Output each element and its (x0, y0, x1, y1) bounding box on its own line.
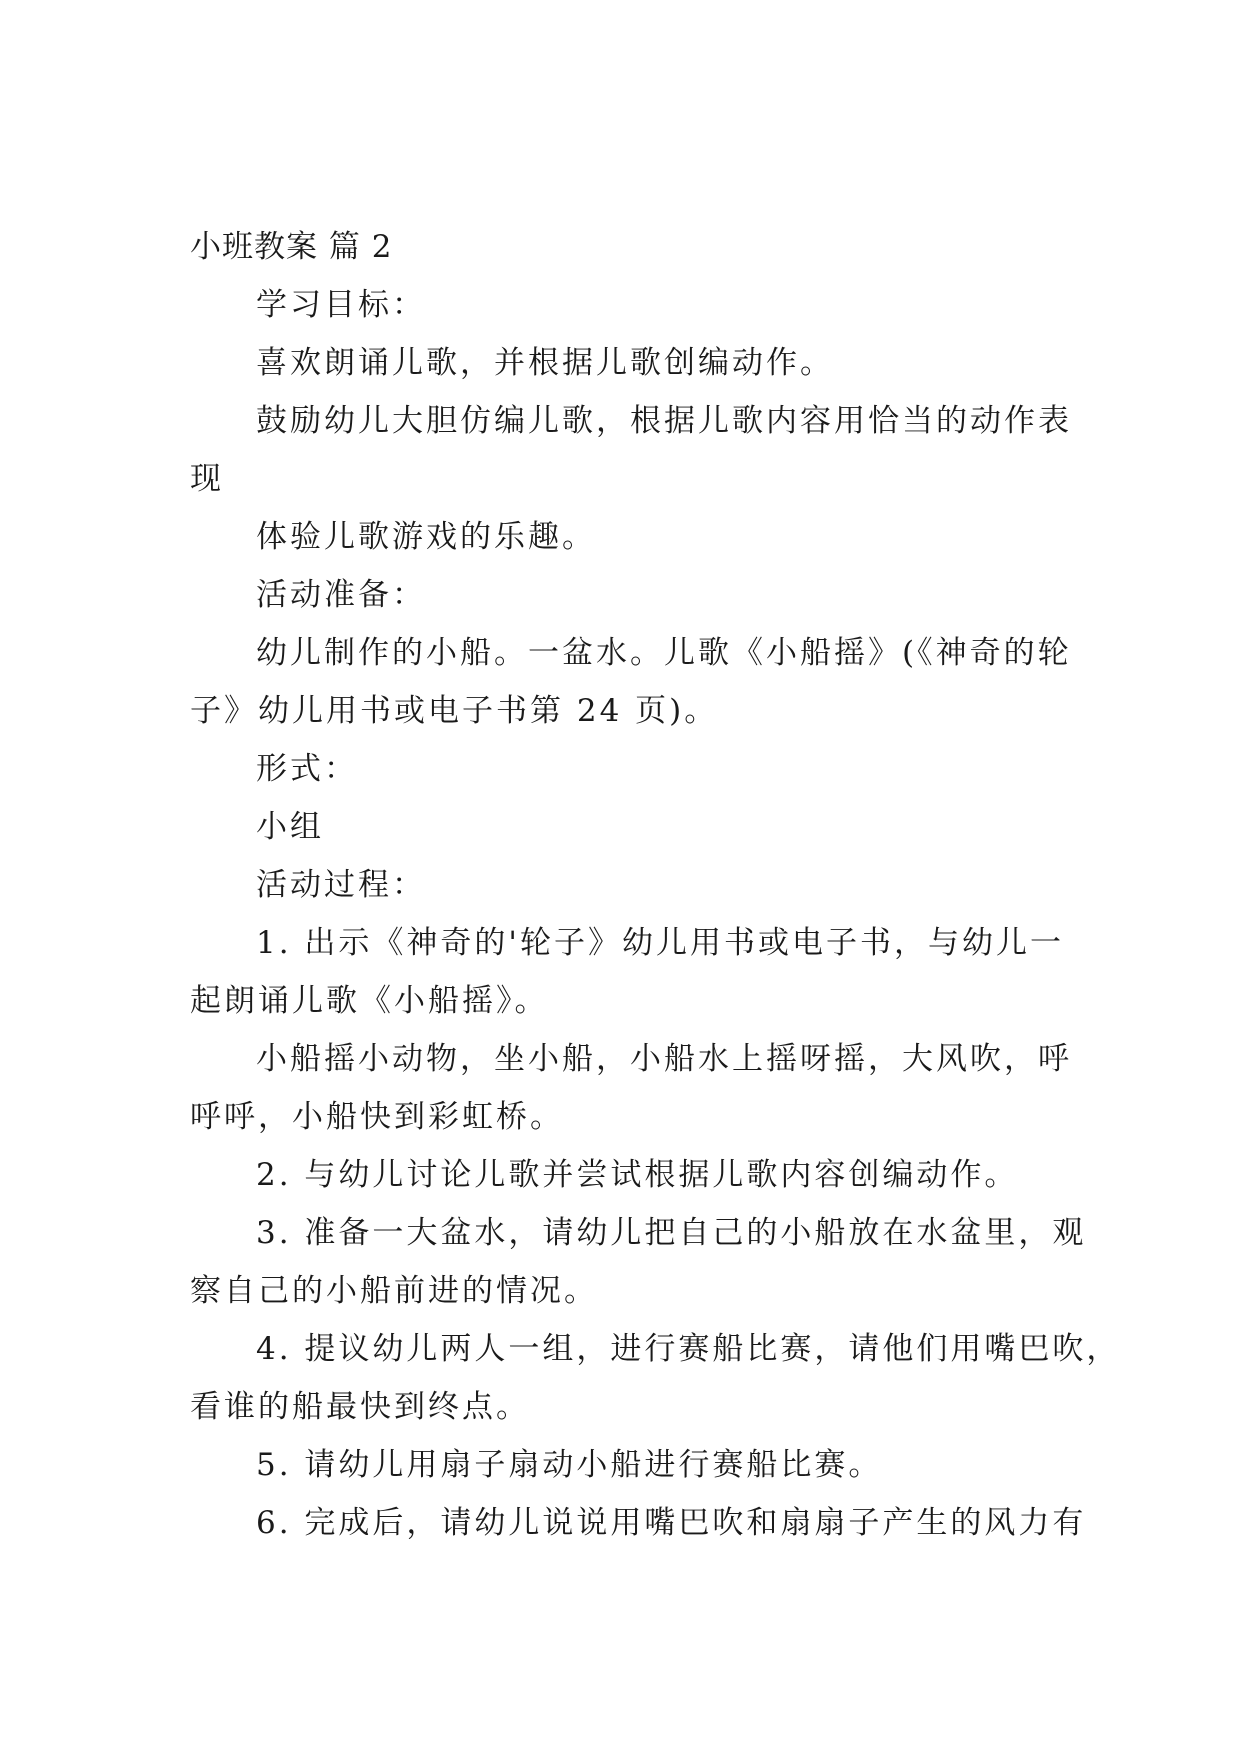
document-body (190, 218, 1121, 1552)
text-line: 察自己的小船前进的情况。 (190, 1273, 598, 1309)
paragraph-lines (190, 276, 1121, 1552)
text-line: 起朗诵儿歌《小船摇》。 (190, 983, 549, 1019)
text-line: 形式： (256, 751, 358, 787)
text-line: 4. 提议幼儿两人一组，进行赛船比赛，请他们用嘴巴吹， (256, 1331, 1121, 1367)
text-line: 小组 (256, 809, 324, 845)
text-line: 幼儿制作的小船。一盆水。儿歌《小船摇》(《神奇的轮 (256, 635, 1072, 671)
text-line: 活动过程： (256, 867, 426, 903)
text-line: 活动准备： (256, 577, 426, 613)
text-line: 鼓励幼儿大胆仿编儿歌，根据儿歌内容用恰当的动作表 (256, 403, 1072, 439)
text-line: 看谁的船最快到终点。 (190, 1389, 530, 1425)
text-line: 2. 与幼儿讨论儿歌并尝试根据儿歌内容创编动作。 (256, 1157, 1019, 1193)
text-line: 5. 请幼儿用扇子扇动小船进行赛船比赛。 (256, 1447, 883, 1483)
text-line: 喜欢朗诵儿歌，并根据儿歌创编动作。 (256, 345, 834, 381)
text-line: 1. 出示《神奇的'轮子》幼儿用书或电子书，与幼儿一 (256, 925, 1064, 961)
text-line: 现 (190, 461, 224, 497)
text-line: 子》幼儿用书或电子书第 24 页)。 (190, 693, 719, 729)
text-line: 小船摇小动物，坐小船，小船水上摇呀摇，大风吹，呼 (256, 1041, 1072, 1077)
text-line: 3. 准备一大盆水，请幼儿把自己的小船放在水盆里，观 (256, 1215, 1087, 1251)
text-line: 6. 完成后，请幼儿说说用嘴巴吹和扇扇子产生的风力有 (256, 1505, 1087, 1541)
document-title: 小班教案 篇 2 (190, 229, 393, 265)
text-line: 体验儿歌游戏的乐趣。 (256, 519, 596, 555)
text-line: 呼呼，小船快到彩虹桥。 (190, 1099, 564, 1135)
text-line: 学习目标： (256, 287, 426, 323)
